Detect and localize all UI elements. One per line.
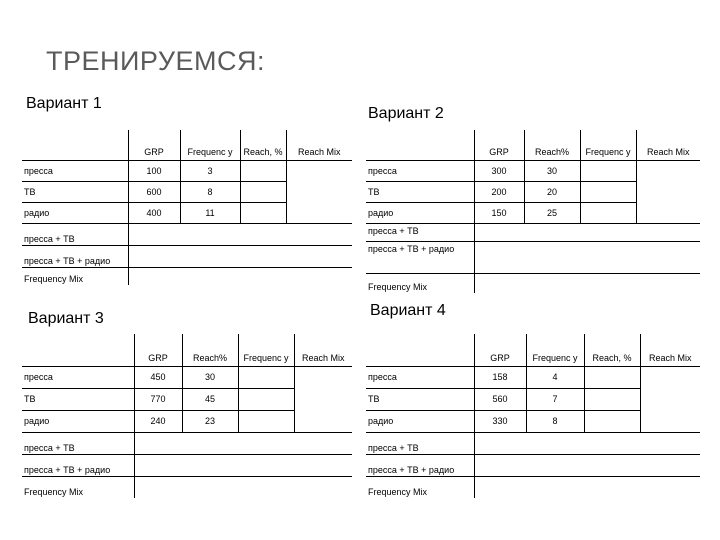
cell-grp: 560	[474, 388, 526, 410]
table-row	[22, 267, 352, 285]
table-row	[22, 454, 352, 476]
mix-cell[interactable]	[474, 476, 700, 498]
cell-reach: 45	[182, 388, 238, 410]
row-label: пресса	[22, 160, 128, 181]
cell-frequency: 3	[180, 160, 240, 181]
table-row	[366, 223, 700, 241]
mix-row-label: пресса + ТВ	[22, 432, 134, 454]
cell-reach: 30	[524, 160, 580, 181]
table-row	[366, 454, 700, 476]
table-row	[22, 245, 352, 267]
cell-grp: 150	[474, 202, 524, 223]
mix-row-label: пресса + ТВ	[366, 432, 474, 454]
table-row	[366, 476, 700, 498]
variant-1-table	[22, 130, 352, 285]
cell-grp: 330	[474, 410, 526, 432]
header-reach-mix: Reach Mix	[636, 130, 700, 160]
mix-cell[interactable]	[134, 432, 352, 454]
mix-cell[interactable]	[474, 432, 700, 454]
header-corner	[22, 130, 128, 160]
cell-empty	[286, 160, 352, 181]
table-row	[22, 202, 352, 223]
cell-frequency[interactable]	[238, 410, 294, 432]
header-reach-mix: Reach Mix	[640, 334, 700, 366]
cell-frequency: 7	[526, 388, 584, 410]
header-reach-mix: Reach Mix	[294, 334, 352, 366]
cell-frequency: 8	[180, 181, 240, 202]
cell-grp: 240	[134, 410, 182, 432]
cell-frequency[interactable]	[580, 202, 636, 223]
table-row	[366, 432, 700, 454]
header-grp: GRP	[474, 334, 526, 366]
table-row	[22, 476, 352, 498]
header-corner	[366, 334, 474, 366]
table-row	[366, 202, 700, 223]
row-label: ТВ	[366, 388, 474, 410]
cell-empty	[294, 410, 352, 432]
row-label: радио	[366, 410, 474, 432]
cell-frequency[interactable]	[580, 160, 636, 181]
header-frequency: Frequenc y	[526, 334, 584, 366]
mix-cell[interactable]	[128, 245, 352, 267]
cell-empty	[286, 181, 352, 202]
mix-cell[interactable]	[474, 223, 700, 241]
row-label: радио	[366, 202, 474, 223]
table-row	[366, 241, 700, 273]
cell-empty	[640, 410, 700, 432]
mix-cell[interactable]	[474, 273, 700, 293]
cell-empty	[636, 181, 700, 202]
cell-reach[interactable]	[584, 388, 640, 410]
cell-grp: 158	[474, 366, 526, 388]
cell-grp: 770	[134, 388, 182, 410]
table-row	[22, 160, 352, 181]
mix-row-label: Frequency Mix	[366, 273, 474, 293]
header-reach-mix: Reach Mix	[286, 130, 352, 160]
row-label: радио	[22, 410, 134, 432]
header-reach: Reach%	[524, 130, 580, 160]
variant-4-table	[366, 334, 700, 498]
mix-row-label: пресса + ТВ	[366, 223, 474, 241]
header-reach: Reach%	[182, 334, 238, 366]
row-label: пресса	[22, 366, 134, 388]
cell-reach[interactable]	[584, 366, 640, 388]
mix-row-label: пресса + ТВ + радио	[22, 454, 134, 476]
cell-grp: 100	[128, 160, 180, 181]
cell-frequency[interactable]	[238, 388, 294, 410]
row-label: пресса	[366, 160, 474, 181]
mix-cell[interactable]	[474, 241, 700, 273]
cell-frequency[interactable]	[238, 366, 294, 388]
cell-empty	[640, 366, 700, 388]
cell-frequency: 8	[526, 410, 584, 432]
table-row	[22, 181, 352, 202]
mix-row-label: пресса + ТВ	[22, 223, 128, 245]
mix-row-label: пресса + ТВ + радио	[366, 241, 474, 273]
table-row	[366, 388, 700, 410]
cell-frequency: 4	[526, 366, 584, 388]
row-label: ТВ	[366, 181, 474, 202]
header-frequency: Frequenc y	[238, 334, 294, 366]
mix-cell[interactable]	[134, 454, 352, 476]
table-row	[22, 410, 352, 432]
cell-reach[interactable]	[240, 202, 286, 223]
cell-reach: 20	[524, 181, 580, 202]
header-grp: GRP	[128, 130, 180, 160]
row-label: ТВ	[22, 388, 134, 410]
table-row	[366, 160, 700, 181]
mix-row-label: Frequency Mix	[22, 267, 128, 285]
cell-grp: 400	[128, 202, 180, 223]
cell-reach: 23	[182, 410, 238, 432]
row-label: радио	[22, 202, 128, 223]
header-grp: GRP	[474, 130, 524, 160]
table-row	[366, 366, 700, 388]
header-corner	[22, 334, 134, 366]
cell-reach[interactable]	[240, 181, 286, 202]
cell-reach: 30	[182, 366, 238, 388]
cell-empty	[286, 202, 352, 223]
table-row	[22, 223, 352, 245]
table-row	[22, 388, 352, 410]
variant-4-label: Вариант 4	[370, 302, 446, 319]
variant-3-table	[22, 334, 352, 498]
header-frequency: Frequenc y	[180, 130, 240, 160]
mix-row-label: пресса + ТВ + радио	[22, 245, 128, 267]
header-grp: GRP	[134, 334, 182, 366]
cell-grp: 200	[474, 181, 524, 202]
mix-row-label: Frequency Mix	[22, 476, 134, 498]
cell-empty	[636, 160, 700, 181]
mix-row-label: пресса + ТВ + радио	[366, 454, 474, 476]
page-title: ТРЕНИРУЕМСЯ:	[46, 46, 265, 76]
cell-reach[interactable]	[240, 160, 286, 181]
cell-frequency[interactable]	[580, 181, 636, 202]
table-row	[366, 410, 700, 432]
table-row	[22, 432, 352, 454]
mix-row-label: Frequency Mix	[366, 476, 474, 498]
cell-grp: 450	[134, 366, 182, 388]
cell-empty	[640, 388, 700, 410]
mix-cell[interactable]	[128, 223, 352, 245]
cell-frequency: 11	[180, 202, 240, 223]
header-frequency: Frequenc y	[580, 130, 636, 160]
variant-2-label: Вариант 2	[368, 105, 444, 122]
header-corner	[366, 130, 474, 160]
cell-reach: 25	[524, 202, 580, 223]
variant-2-table	[366, 130, 700, 293]
header-reach: Reach, %	[240, 130, 286, 160]
table-row	[366, 181, 700, 202]
variant-3-label: Вариант 3	[28, 310, 104, 327]
row-label: ТВ	[22, 181, 128, 202]
mix-cell[interactable]	[128, 267, 352, 285]
header-reach: Reach, %	[584, 334, 640, 366]
cell-grp: 300	[474, 160, 524, 181]
cell-grp: 600	[128, 181, 180, 202]
cell-empty	[636, 202, 700, 223]
cell-empty	[294, 388, 352, 410]
table-row	[366, 273, 700, 293]
mix-cell[interactable]	[134, 476, 352, 498]
variant-1-label: Вариант 1	[26, 95, 102, 112]
row-label: пресса	[366, 366, 474, 388]
cell-empty	[294, 366, 352, 388]
cell-reach[interactable]	[584, 410, 640, 432]
table-row	[22, 366, 352, 388]
mix-cell[interactable]	[474, 454, 700, 476]
